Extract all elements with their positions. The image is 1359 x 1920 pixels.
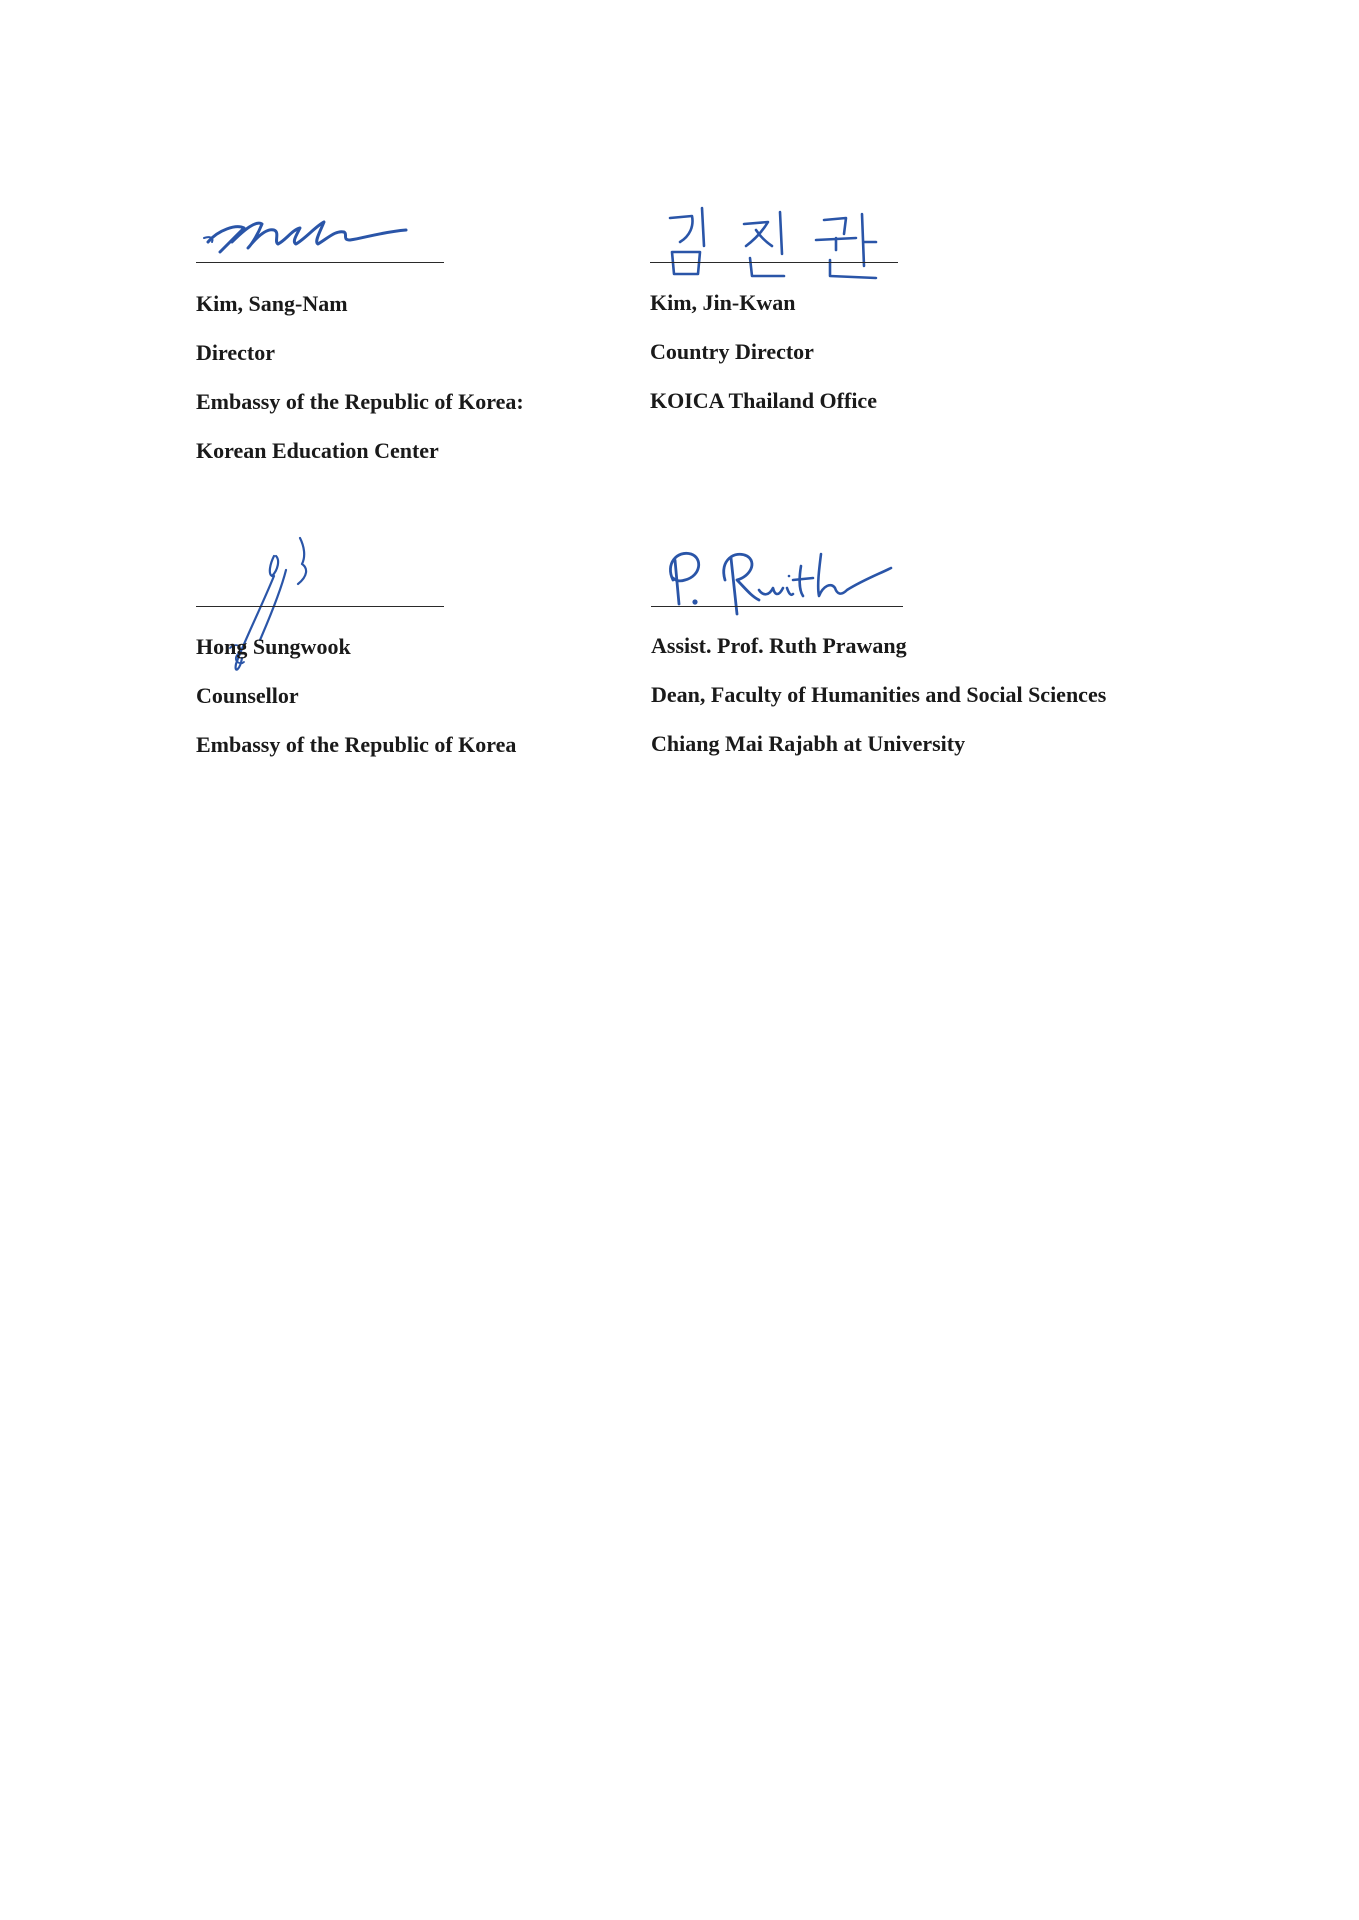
signature-p-ruth (651, 530, 931, 630)
signatory-kim-jin-kwan (650, 190, 1170, 413)
signatory-name: Hong Sungwook (196, 634, 351, 659)
signatory-ruth-prawang (651, 530, 1171, 756)
signatory-name: Kim, Sang-Nam (196, 291, 348, 316)
signatory-organization: KOICA Thailand Office (650, 388, 877, 413)
signature-line (196, 262, 444, 263)
signature-line (650, 262, 898, 263)
signature-line (651, 606, 903, 607)
signatory-kim-sang-nam (196, 190, 716, 463)
signatory-organization: Chiang Mai Rajabh at University (651, 731, 966, 756)
signatory-name: Kim, Jin-Kwan (650, 290, 796, 315)
signatory-organization: Embassy of the Republic of Korea (196, 732, 517, 757)
signature-kim-jin-kwan (650, 190, 910, 300)
signatory-hong-sungwook (196, 530, 716, 757)
signatory-title: Counsellor (196, 683, 299, 708)
signatory-organization-line2: Korean Education Center (196, 438, 439, 463)
signature-line (196, 606, 444, 607)
signatory-title: Dean, Faculty of Humanities and Social Sciences (651, 682, 1107, 707)
signatory-name: Assist. Prof. Ruth Prawang (651, 633, 907, 658)
signatory-title: Country Director (650, 339, 814, 364)
signatory-title: Director (196, 340, 275, 365)
signature-kim-sang-nam (196, 190, 456, 280)
signatory-organization: Embassy of the Republic of Korea: (196, 389, 524, 414)
